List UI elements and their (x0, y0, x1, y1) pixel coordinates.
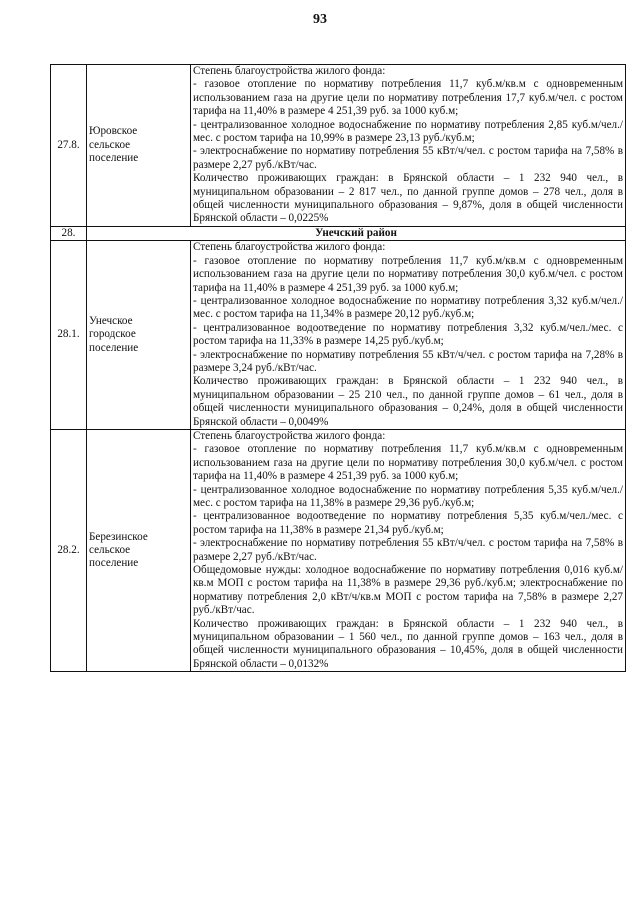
settlement-name-line: сельское (89, 543, 131, 556)
description-paragraph: Степень благоустройства жилого фонда: (193, 241, 386, 254)
settlement-name (87, 429, 191, 671)
settlement-name-line: городское (89, 328, 136, 341)
description-paragraph: - газовое отопление по нормативу потребления 11,7 куб.м/кв.м с одновременным использованием газа на другие цели по нормативу потребления 30,0 куб.м/чел. с ростом тарифа на 11,40% в размере 4 251,39 руб. за 1000 куб.м; (193, 254, 623, 294)
description-paragraph: - электроснабжение по нормативу потребления 55 кВт/ч/чел. с ростом тарифа на 7,58% в размере 2,27 руб./кВт/час. (193, 145, 623, 171)
settlement-name-line: сельское (89, 138, 131, 151)
table-row (51, 241, 626, 430)
description-paragraph: - газовое отопление по нормативу потребления 11,7 куб.м/кв.м с одновременным использованием газа на другие цели по нормативу потребления 17,7 куб.м/чел. с ростом тарифа на 11,40% в размере 4 251,39 руб. за 1000 куб.м; (193, 78, 623, 118)
settlement-name-line: поселение (89, 341, 139, 354)
description-paragraph: - газовое отопление по нормативу потребления 11,7 куб.м/кв.м с одновременным использованием газа на другие цели по нормативу потребления 30,0 куб.м/чел. с ростом тарифа на 11,40% в размере 4 251,39 руб. за 1000 куб.м; (193, 443, 623, 483)
district-row (51, 226, 626, 240)
table-row (51, 429, 626, 671)
row-number: 28. (51, 226, 87, 240)
description-paragraph: - централизованное холодное водоснабжение по нормативу потребления 3,32 куб.м/чел./мес. с ростом тарифа на 11,34% в размере 20,12 руб./куб.м; (193, 294, 623, 321)
settlement-name-line: Березинское (89, 530, 148, 543)
description-paragraph: Количество проживающих граждан: в Брянской области – 1 232 940 чел., в муниципальном образовании – 2 817 чел., по данной группе домов – 278 чел., доля в общей численности муниципального образования – 9,87%, доля в общей численности Брянской области – 0,0225% (193, 172, 623, 225)
description-paragraph: - централизованное холодное водоснабжение по нормативу потребления 2,85 куб.м/чел./мес. с ростом тарифа на 10,99% в размере 23,13 руб./куб.м; (193, 118, 623, 145)
description-paragraph: Степень благоустройства жилого фонда: (193, 429, 386, 442)
settlement-name (87, 65, 191, 227)
settlement-name-line: Унечское (89, 315, 133, 328)
row-number: 28.1. (51, 241, 87, 430)
row-number: 27.8. (51, 65, 87, 227)
description-paragraph: - централизованное водоотведение по нормативу потребления 3,32 куб.м/чел./мес. с ростом тарифа на 11,33% в размере 14,25 руб./куб.м; (193, 321, 623, 348)
description-paragraph: Степень благоустройства жилого фонда: (193, 65, 386, 77)
district-title: Унечский район (87, 226, 626, 240)
description-paragraph: - централизованное водоотведение по нормативу потребления 5,35 куб.м/чел./мес. с ростом тарифа на 11,38% в размере 21,34 руб./куб.м; (193, 510, 623, 536)
housing-description (191, 241, 626, 430)
housing-description (191, 429, 626, 671)
description-paragraph: - централизованное холодное водоснабжение по нормативу потребления 5,35 куб.м/чел./мес. с ростом тарифа на 11,38% в размере 29,36 руб./куб.м; (193, 483, 623, 509)
description-paragraph: Количество проживающих граждан: в Брянской области – 1 232 940 чел., в муниципальном образовании – 25 210 чел., по данной группе домов – 61 чел., доля в общей численности муниципального образования – 0,24%, доля в общей численности Брянской области – 0,0049% (193, 375, 623, 428)
description-paragraph: - электроснабжение по нормативу потребления 55 кВт/ч/чел. с ростом тарифа на 7,28% в размере 3,24 руб./кВт/час. (193, 348, 623, 374)
settlement-name-line: поселение (89, 152, 139, 165)
row-number: 28.2. (51, 429, 87, 671)
description-paragraph: Общедомовые нужды: холодное водоснабжение по нормативу потребления 0,016 куб.м/кв.м МОП с ростом тарифа на 11,38% в размере 29,36 руб./куб.м; электроснабжение по нормативу потребления 2,0 кВт/ч/кв.м МОП с ростом тарифа на 7,58% в размере 2,27 руб./кВт/час. (193, 564, 623, 617)
housing-description (191, 65, 626, 227)
settlement-name-line: Юровское (89, 125, 138, 138)
tariff-table (50, 64, 626, 672)
page-number: 93 (313, 12, 327, 27)
settlement-name-line: поселение (89, 557, 139, 570)
settlement-name (87, 241, 191, 430)
description-paragraph: - электроснабжение по нормативу потребления 55 кВт/ч/чел. с ростом тарифа на 7,58% в размере 2,27 руб./кВт/час. (193, 537, 623, 563)
description-paragraph: Количество проживающих граждан: в Брянской области – 1 232 940 чел., в муниципальном образовании – 1 560 чел., по данной группе домов – 163 чел., доля в общей численности муниципального образования – 10,45%, доля в общей численности Брянской области – 0,0132% (193, 617, 623, 670)
table-row (51, 65, 626, 227)
